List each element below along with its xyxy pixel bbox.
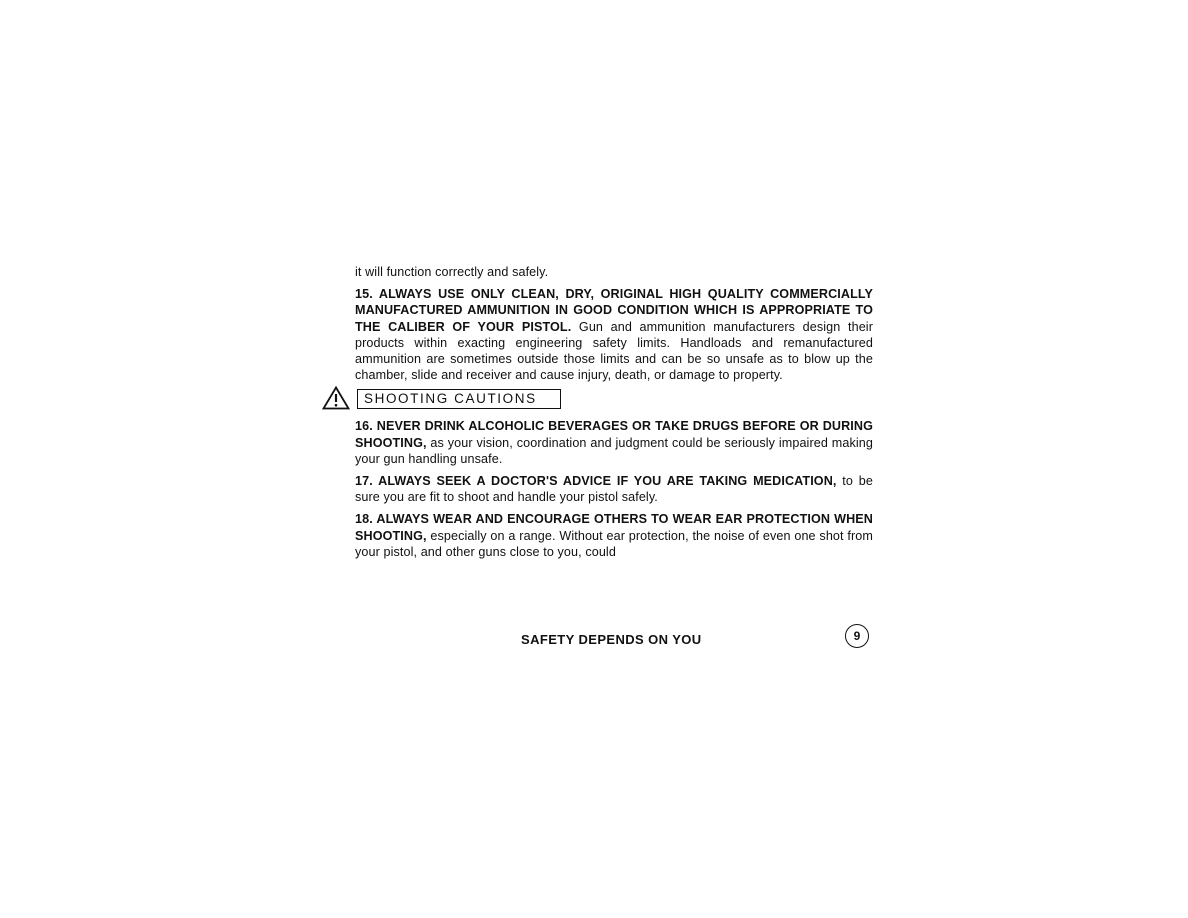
item-body: especially on a range. Without ear protection, the noise of even one shot from your pistol, and other guns close to you, could (355, 528, 873, 559)
shooting-cautions-heading (357, 389, 873, 411)
item-body: to be sure you are fit to shoot and handle your pistol safely. (355, 474, 873, 505)
item-body: as your vision, coordination and judgment could be seriously impaired making your gun handling unsafe. (355, 435, 873, 466)
page-body (355, 264, 873, 566)
item-lead: 17. ALWAYS SEEK A DOCTOR'S ADVICE IF YOU ARE TAKING MEDICATION, (355, 474, 837, 489)
item-lead: 18. ALWAYS WEAR AND ENCOURAGE OTHERS TO WEAR EAR PROTECTION WHEN SHOOTING, (355, 512, 873, 543)
section-title: SHOOTING CAUTIONS (357, 389, 561, 409)
continuation-text: it will function correctly and safely. (355, 265, 549, 279)
item-body: Gun and ammunition manufacturers design their products within exacting engineering safety limits. Handloads and remanufactured ammunition are sometimes outside those limits and can be so unsafe as to blow up the chamber, slide and receiver and cause injury, death, or damage to property. (355, 319, 873, 383)
caution-item-16 (355, 418, 873, 467)
item-lead: 15. ALWAYS USE ONLY CLEAN, DRY, ORIGINAL HIGH QUALITY COMMERCIALLY MANUFACTURED AMMUNITION IN GOOD CONDITION WHICH IS APPROPRIATE TO THE CALIBER OF YOUR PISTOL. (355, 287, 873, 334)
footer-title: SAFETY DEPENDS ON YOU (521, 632, 702, 647)
caution-item-18 (355, 511, 873, 560)
caution-item-17 (355, 473, 873, 505)
item-lead: 16. NEVER DRINK ALCOHOLIC BEVERAGES OR TAKE DRUGS BEFORE OR DURING SHOOTING, (355, 419, 873, 450)
safety-item-15 (355, 286, 873, 383)
page-number-badge: 9 (845, 624, 869, 648)
warning-triangle-icon (322, 386, 350, 410)
